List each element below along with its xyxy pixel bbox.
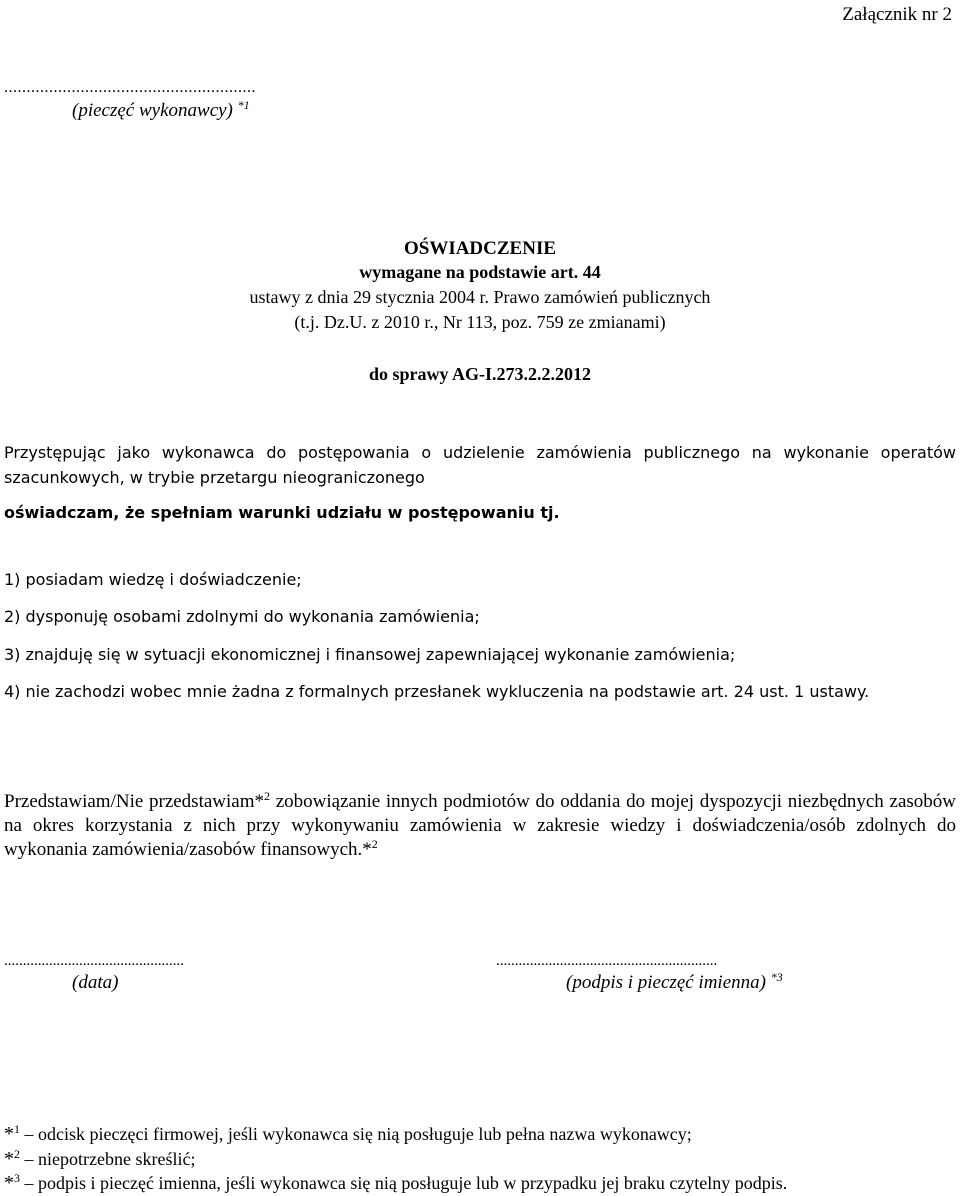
- signature-label-text: (podpis i pieczęć imienna): [566, 972, 766, 993]
- case-number: do sprawy AG-I.273.2.2.2012: [368, 364, 592, 384]
- date-dots: ................................................: [4, 953, 184, 969]
- commitment-paragraph: [4, 790, 956, 862]
- commitment-ref-a: 2: [264, 789, 271, 803]
- date-label: (data): [72, 972, 119, 993]
- stamp-footnote-ref: *1: [237, 98, 250, 112]
- declaration-statement: oświadczam, że spełniam warunki udziału w postępowaniu tj.: [4, 503, 560, 522]
- footnote-star: *: [4, 1123, 14, 1145]
- footnote-3: [4, 1171, 787, 1195]
- footnote-number: 3: [14, 1171, 20, 1185]
- signature-footnote-ref: *3: [770, 970, 783, 984]
- condition-item: 2) dysponuję osobami zdolnymi do wykonania zamówienia;: [4, 607, 480, 626]
- commitment-text-a: Przedstawiam/Nie przedstawiam*: [4, 791, 265, 812]
- commitment-ref-b: 2: [371, 837, 378, 851]
- heading-journal: (t.j. Dz.U. z 2010 r., Nr 113, poz. 759 ze zmianami): [294, 312, 666, 332]
- annex-label: Załącznik nr 2: [842, 4, 952, 25]
- footnote-text: – niepotrzebne skreślić;: [20, 1149, 196, 1169]
- footnote-number: 2: [14, 1147, 20, 1161]
- footnote-text: – podpis i pieczęć imienna, jeśli wykonawca się nią posługuje lub w przypadku jej braku czytelny podpis.: [20, 1173, 788, 1193]
- condition-item: 3) znajduję się w sytuacji ekonomicznej i finansowej zapewniającej wykonanie zamówienia;: [4, 645, 736, 664]
- heading-legal-basis: wymagane na podstawie art. 44: [359, 262, 601, 282]
- footnote-number: 1: [14, 1122, 20, 1136]
- footnote-text: – odcisk pieczęci firmowej, jeśli wykonawca się nią posługuje lub pełna nazwa wykonawcy;: [20, 1124, 692, 1144]
- footnote-2: [4, 1147, 195, 1171]
- signature-label: [566, 972, 783, 995]
- stamp-label-text: (pieczęć wykonawcy): [72, 100, 233, 121]
- document-title: OŚWIADCZENIE: [403, 238, 557, 259]
- condition-item: 4) nie zachodzi wobec mnie żadna z formalnych przesłanek wykluczenia na podstawie art. 24 ust. 1 ustawy.: [4, 682, 870, 701]
- signature-dots: ...........................................................: [496, 953, 718, 969]
- stamp-label: [72, 100, 250, 123]
- heading-act: ustawy z dnia 29 stycznia 2004 r. Prawo zamówień publicznych: [249, 287, 711, 307]
- intro-paragraph: Przystępując jako wykonawca do postępowania o udzielenie zamówienia publicznego na wykonanie operatów szacunkowych, w trybie przetargu nieograniczonego: [4, 443, 956, 487]
- commitment-text-b: zobowiązanie innych podmiotów do oddania do mojej dyspozycji niezbędnych zasobów na okres korzystania z nich przy wykonywaniu zamówienia w zakresie wiedzy i doświadczenia/osób zdolnych do wykonania zamówienia/zasobów finansowych.*: [4, 791, 956, 860]
- footnote-star: *: [4, 1172, 14, 1194]
- footnote-star: *: [4, 1148, 14, 1170]
- condition-item: 1) posiadam wiedzę i doświadczenie;: [4, 570, 302, 589]
- footnote-1: [4, 1122, 692, 1146]
- stamp-dots: ........................................................: [4, 79, 256, 96]
